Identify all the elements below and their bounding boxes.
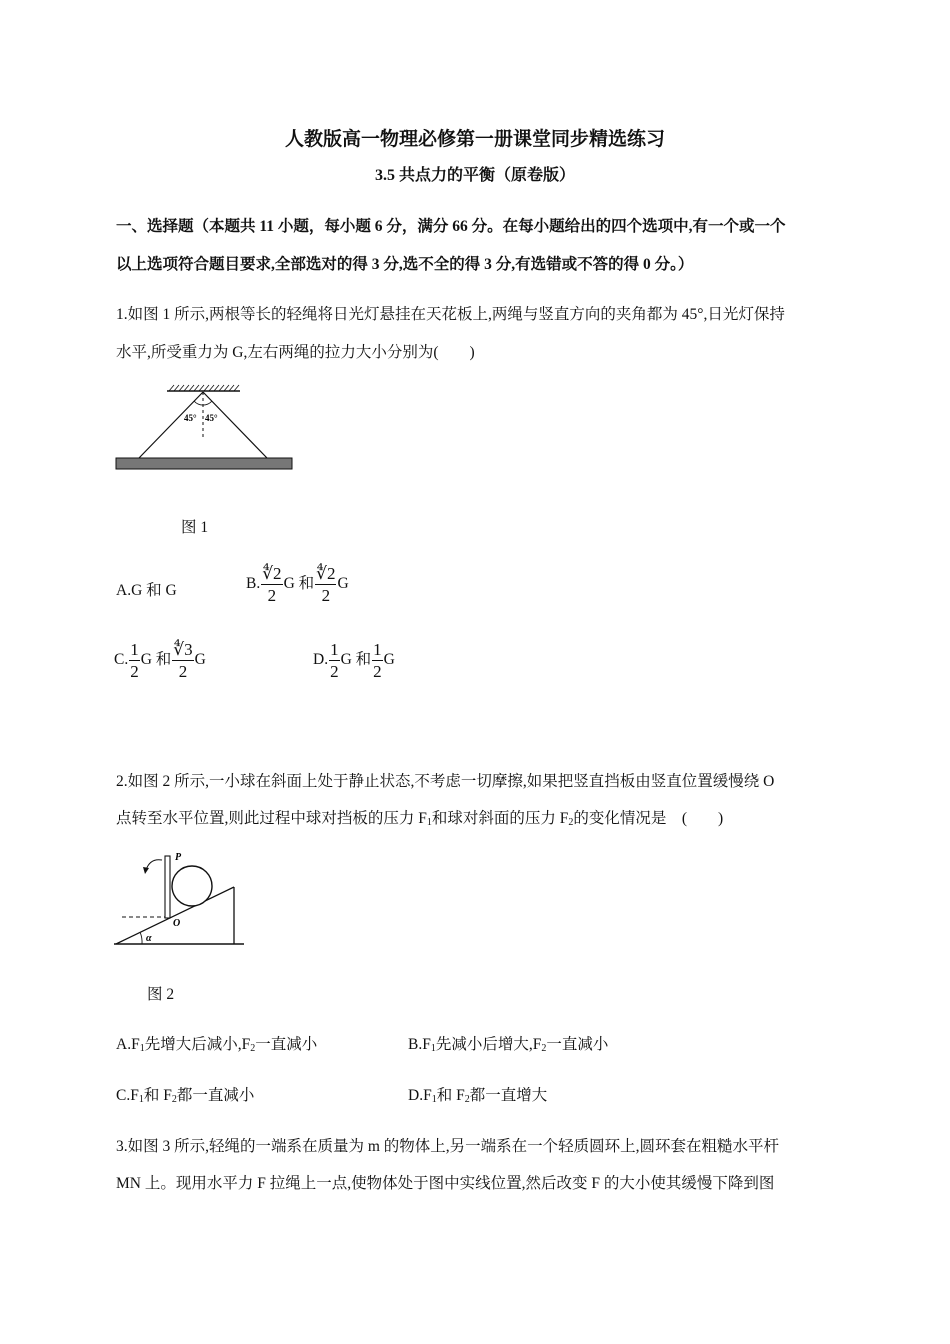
option-b-prefix: B. bbox=[246, 575, 261, 593]
figure-1-label: 图 1 bbox=[181, 519, 209, 536]
option-d-mid: G 和 bbox=[340, 651, 372, 669]
fluorescent-lamp bbox=[116, 458, 292, 469]
right-rope bbox=[203, 392, 267, 458]
subscript: 1 bbox=[431, 1094, 437, 1105]
opt-part: 和 F bbox=[143, 1087, 172, 1104]
opt-part: A.F bbox=[116, 1036, 140, 1053]
section-instructions-line2: 以上选项符合题目要求,全部选对的得 3 分,选不全的得 3 分,有选错或不答的得 0 分。） bbox=[116, 256, 694, 273]
q2-line2-part-a: 点转至水平位置,则此过程中球对挡板的压力 F bbox=[116, 810, 427, 827]
angle-left-label: 45° bbox=[184, 413, 197, 423]
opt-part: B.F bbox=[408, 1036, 431, 1053]
subscript: 1 bbox=[430, 1043, 436, 1054]
fraction bbox=[261, 565, 282, 604]
q2-option-d bbox=[408, 1083, 547, 1105]
angle-right-label: 45° bbox=[205, 413, 218, 423]
option-c-mid: G 和 bbox=[140, 651, 172, 669]
opt-part: 一直减小 bbox=[546, 1036, 609, 1053]
subscript: 2 bbox=[171, 1094, 177, 1105]
fraction-denominator: 2 bbox=[178, 662, 188, 681]
alpha-label: α bbox=[146, 933, 152, 944]
q2-option-b bbox=[408, 1032, 608, 1054]
opt-part: 一直减小 bbox=[255, 1036, 318, 1053]
ceiling-hatching bbox=[169, 385, 239, 391]
page-title: 人教版高一物理必修第一册课堂同步精选练习 bbox=[284, 129, 665, 150]
q1-option-c bbox=[114, 641, 206, 680]
q1-option-b bbox=[246, 565, 349, 604]
q2-option-a bbox=[116, 1032, 317, 1054]
section-instructions-line1: 一、选择题（本题共 11 小题，每小题 6 分，满分 66 分。在每小题给出的四个选项中,有一个或一个 bbox=[116, 218, 786, 235]
q2-option-c bbox=[116, 1083, 254, 1105]
opt-part: 先减小后增大,F bbox=[435, 1036, 542, 1053]
opt-part: 都一直增大 bbox=[469, 1087, 548, 1104]
q1-text-line1: 1.如图 1 所示,两根等长的轻绳将日光灯悬挂在天花板上,两绳与竖直方向的夹角都为 45°,日光灯保持 bbox=[116, 306, 785, 323]
q1-text-line2: 水平,所受重力为 G,左右两绳的拉力大小分别为( ) bbox=[116, 344, 475, 361]
fraction bbox=[372, 641, 383, 680]
fraction bbox=[315, 565, 336, 604]
subscript: 2 bbox=[250, 1043, 256, 1054]
opt-part: D.F bbox=[408, 1087, 432, 1104]
opt-part: C.F bbox=[116, 1087, 139, 1104]
subscript: 2 bbox=[568, 817, 574, 828]
fraction bbox=[329, 641, 340, 680]
option-d-suffix: G bbox=[383, 651, 395, 669]
q1-option-d bbox=[313, 641, 395, 680]
page-subtitle: 3.5 共点力的平衡（原卷版） bbox=[374, 167, 575, 184]
fraction-numerator: 1 bbox=[130, 640, 139, 659]
label-p: P bbox=[175, 852, 182, 863]
fraction-denominator: 2 bbox=[373, 662, 382, 681]
q1-option-a: A.G 和 G bbox=[116, 582, 177, 599]
figure-1-diagram bbox=[112, 382, 298, 474]
fraction-numerator: ∜2 bbox=[262, 564, 282, 583]
fraction bbox=[129, 641, 140, 680]
q2-line2-part-b: 和球对斜面的压力 F bbox=[431, 810, 569, 827]
subscript: 1 bbox=[138, 1094, 144, 1105]
subscript: 2 bbox=[541, 1043, 547, 1054]
fraction-numerator: 1 bbox=[373, 640, 382, 659]
label-o: O bbox=[173, 918, 181, 929]
fraction-denominator: 2 bbox=[130, 662, 139, 681]
figure-2-label: 图 2 bbox=[147, 986, 175, 1003]
figure-2-diagram bbox=[112, 846, 252, 950]
q2-text-line1: 2.如图 2 所示,一小球在斜面上处于静止状态,不考虑一切摩擦,如果把竖直挡板由竖直位置缓慢绕 O bbox=[116, 773, 775, 790]
q3-text-line2: MN 上。现用水平力 F 拉绳上一点,使物体处于图中实线位置,然后改变 F 的大小使其缓慢下降到图 bbox=[116, 1175, 775, 1192]
opt-part: 都一直减小 bbox=[176, 1087, 255, 1104]
q2-text-line2 bbox=[116, 806, 723, 828]
fraction bbox=[172, 641, 193, 680]
fraction-numerator: 1 bbox=[330, 640, 339, 659]
rotation-arrowhead bbox=[143, 867, 149, 874]
option-c-prefix: C. bbox=[114, 651, 129, 669]
opt-part: 先增大后减小,F bbox=[144, 1036, 251, 1053]
option-d-prefix: D. bbox=[313, 651, 329, 669]
q3-text-line1: 3.如图 3 所示,轻绳的一端系在质量为 m 的物体上,另一端系在一个轻质圆环上,圆环套在粗糙水平杆 bbox=[116, 1138, 780, 1155]
q2-line2-part-c: 的变化情况是 ( ) bbox=[573, 810, 724, 827]
left-rope bbox=[139, 392, 203, 458]
ball bbox=[172, 866, 212, 906]
alpha-arc bbox=[140, 932, 142, 944]
fraction-denominator: 2 bbox=[267, 586, 277, 605]
option-c-suffix: G bbox=[194, 651, 206, 669]
opt-part: 和 F bbox=[436, 1087, 465, 1104]
vertical-board bbox=[165, 856, 170, 918]
subscript: 1 bbox=[426, 817, 432, 828]
option-b-mid: G 和 bbox=[283, 575, 315, 593]
fraction-numerator: ∜3 bbox=[173, 640, 193, 659]
fraction-denominator: 2 bbox=[330, 662, 339, 681]
fraction-denominator: 2 bbox=[321, 586, 331, 605]
subscript: 2 bbox=[464, 1094, 470, 1105]
option-b-suffix: G bbox=[337, 575, 349, 593]
fraction-numerator: ∜2 bbox=[316, 564, 336, 583]
subscript: 1 bbox=[139, 1043, 145, 1054]
